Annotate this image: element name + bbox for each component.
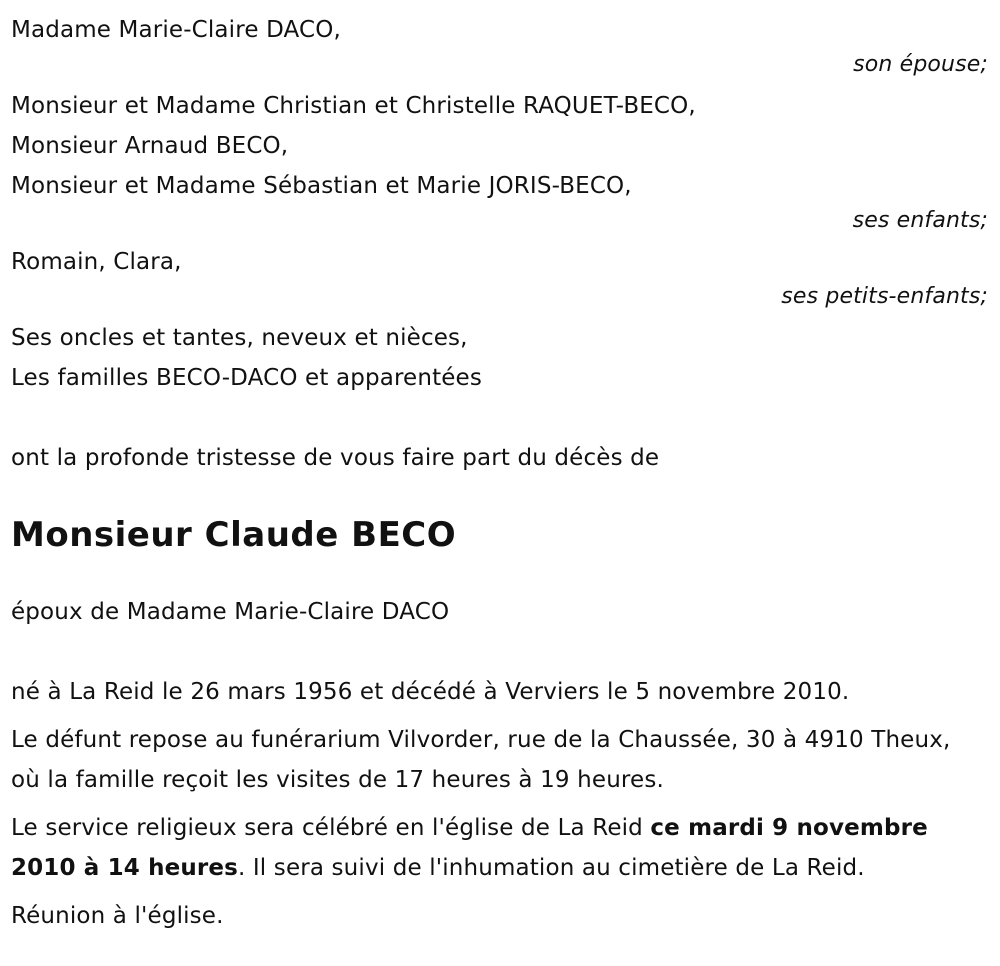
spouse-role: son épouse; xyxy=(853,52,988,77)
birth-death-text: né à La Reid le 26 mars 1956 et décédé à Verviers le 5 novembre 2010. xyxy=(11,679,850,705)
extended-family-line-2: Les familles BECO-DACO et apparentées xyxy=(11,365,482,391)
spouse-of-text: époux de Madame Marie-Claire DACO xyxy=(11,599,450,625)
spouse-section xyxy=(11,10,988,80)
grandchildren-role: ses petits-enfants; xyxy=(781,284,988,309)
child-name-1: Monsieur et Madame Christian et Christelle RAQUET-BECO, xyxy=(11,93,696,119)
spacer xyxy=(11,632,988,672)
announcement-text: ont la profonde tristesse de vous faire part du décès de xyxy=(11,445,660,471)
service-text-before: Le service religieux sera célébré en l'église de La Reid xyxy=(11,815,651,841)
spacer xyxy=(11,398,988,438)
children-role: ses enfants; xyxy=(852,208,988,233)
deceased-name: Monsieur Claude BECO xyxy=(11,515,457,555)
meeting-text: Réunion à l'église. xyxy=(11,903,224,929)
extended-family-line-1: Ses oncles et tantes, neveux et nièces, xyxy=(11,325,468,351)
spacer xyxy=(11,560,988,592)
grandchildren-names: Romain, Clara, xyxy=(11,249,182,275)
grandchildren-section xyxy=(11,242,988,312)
service-date-time: ce mardi 9 novembre 2010 à 14 heures xyxy=(11,815,928,881)
service-text-after: . Il sera suivi de l'inhumation au cimetière de La Reid. xyxy=(237,855,865,881)
child-name-2: Monsieur Arnaud BECO, xyxy=(11,133,289,159)
children-section xyxy=(11,86,988,236)
viewing-text: Le défunt repose au funérarium Vilvorder, rue de la Chaussée, 30 à 4910 Theux, où la famille reçoit les visites de 17 heures à 19 heures. xyxy=(11,727,951,793)
child-name-3: Monsieur et Madame Sébastian et Marie JORIS-BECO, xyxy=(11,173,632,199)
service-text xyxy=(11,808,986,888)
extended-family-section xyxy=(11,318,988,398)
spouse-name: Madame Marie-Claire DACO, xyxy=(11,17,341,43)
